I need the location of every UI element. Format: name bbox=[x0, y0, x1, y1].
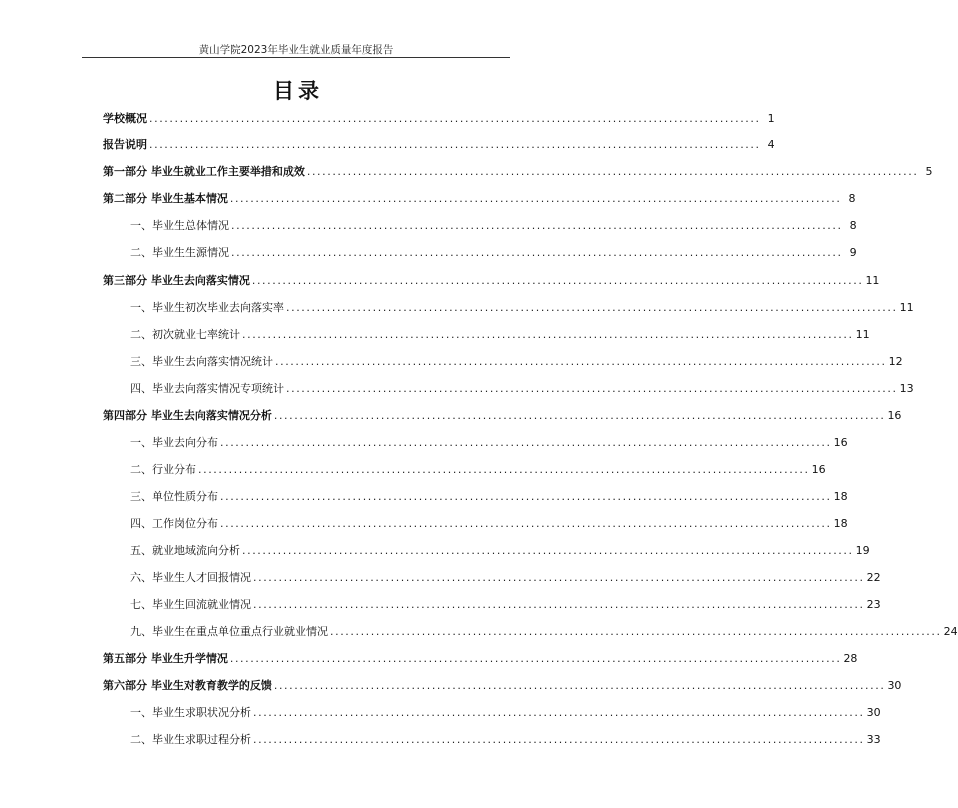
toc-entry[interactable] bbox=[103, 136, 775, 154]
toc-page-number: 12 bbox=[888, 355, 903, 368]
toc-page-number: 19 bbox=[855, 544, 870, 557]
toc-entry-label: 三、毕业生去向落实情况统计 bbox=[130, 355, 273, 368]
toc-entry-label: 二、毕业生生源情况 bbox=[130, 246, 229, 259]
toc-dot-leader: ........................................................................................................................ bbox=[275, 355, 887, 368]
toc-page-number: 1 bbox=[767, 112, 775, 125]
toc-page-number: 16 bbox=[833, 436, 848, 449]
toc-dot-leader: ........................................................................................................................ bbox=[253, 598, 865, 611]
toc-entry[interactable] bbox=[130, 515, 848, 533]
toc-dot-leader: ........................................................................................................................ bbox=[231, 219, 843, 232]
toc-dot-leader: ........................................................................................................................ bbox=[198, 463, 810, 476]
toc-page-number: 23 bbox=[866, 598, 881, 611]
toc-entry-label: 四、工作岗位分布 bbox=[130, 517, 218, 530]
toc-entry[interactable] bbox=[130, 434, 848, 452]
page-title: 目录 bbox=[273, 79, 323, 103]
toc-entry[interactable] bbox=[130, 461, 826, 479]
toc-entry[interactable] bbox=[103, 190, 856, 208]
toc-entry-label: 二、行业分布 bbox=[130, 463, 196, 476]
toc-entry-label: 第四部分 毕业生去向落实情况分析 bbox=[103, 409, 272, 422]
toc-page-number: 18 bbox=[833, 490, 848, 503]
toc-entry[interactable] bbox=[103, 407, 902, 425]
toc-entry-label: 第一部分 毕业生就业工作主要举措和成效 bbox=[103, 165, 305, 178]
toc-dot-leader: ........................................................................................................................ bbox=[220, 436, 832, 449]
toc-page-number: 4 bbox=[767, 138, 775, 151]
toc-page-number: 11 bbox=[899, 301, 914, 314]
toc-dot-leader: ........................................................................................................................ bbox=[242, 328, 854, 341]
toc-entry[interactable] bbox=[130, 488, 848, 506]
toc-page-number: 28 bbox=[843, 652, 858, 665]
toc-page-number: 22 bbox=[866, 571, 881, 584]
toc-dot-leader: ........................................................................................................................ bbox=[273, 409, 886, 422]
toc-entry[interactable] bbox=[130, 704, 881, 722]
toc-entry-label: 三、单位性质分布 bbox=[130, 490, 218, 503]
toc-dot-leader: ........................................................................................................................ bbox=[149, 112, 761, 125]
toc-entry-label: 一、毕业生求职状况分析 bbox=[130, 706, 251, 719]
toc-page-number: 5 bbox=[925, 165, 933, 178]
toc-entry-label: 第六部分 毕业生对教育教学的反馈 bbox=[103, 679, 272, 692]
toc-page-number: 33 bbox=[866, 733, 881, 746]
toc-dot-leader: ........................................................................................................................ bbox=[286, 301, 898, 314]
toc-dot-leader: ........................................................................................................................ bbox=[251, 274, 864, 287]
toc-entry-label: 二、初次就业七率统计 bbox=[130, 328, 240, 341]
toc-entry[interactable] bbox=[103, 677, 902, 695]
toc-page-number: 24 bbox=[943, 625, 958, 638]
toc-entry-label: 二、毕业生求职过程分析 bbox=[130, 733, 251, 746]
toc-entry[interactable] bbox=[130, 217, 857, 235]
toc-page-number: 16 bbox=[811, 463, 826, 476]
toc-dot-leader: ........................................................................................................................ bbox=[242, 544, 854, 557]
toc-entry[interactable] bbox=[130, 623, 958, 641]
toc-dot-leader: ........................................................................................................................ bbox=[286, 382, 898, 395]
toc-entry-label: 第二部分 毕业生基本情况 bbox=[103, 192, 228, 205]
toc-entry[interactable] bbox=[103, 272, 880, 290]
toc-page-number: 8 bbox=[849, 219, 857, 232]
toc-entry-label: 九、毕业生在重点单位重点行业就业情况 bbox=[130, 625, 328, 638]
toc-dot-leader: ........................................................................................................................ bbox=[229, 192, 842, 205]
toc-dot-leader: ........................................................................................................................ bbox=[149, 138, 761, 151]
header-rule bbox=[82, 57, 510, 58]
toc-page-number: 30 bbox=[887, 679, 902, 692]
toc-entry[interactable] bbox=[130, 353, 903, 371]
toc-dot-leader: ........................................................................................................................ bbox=[253, 733, 865, 746]
toc-page-number: 8 bbox=[848, 192, 856, 205]
toc-entry-label: 第三部分 毕业生去向落实情况 bbox=[103, 274, 250, 287]
toc-entry[interactable] bbox=[130, 244, 857, 262]
toc-page-number: 13 bbox=[899, 382, 914, 395]
toc-dot-leader: ........................................................................................................................ bbox=[231, 246, 843, 259]
toc-entry[interactable] bbox=[130, 569, 881, 587]
toc-page-number: 11 bbox=[865, 274, 880, 287]
toc-entry-label: 报告说明 bbox=[103, 138, 147, 151]
toc-page-number: 18 bbox=[833, 517, 848, 530]
toc-dot-leader: ........................................................................................................................ bbox=[220, 517, 832, 530]
toc-entry[interactable] bbox=[130, 596, 881, 614]
toc-entry-label: 五、就业地域流向分析 bbox=[130, 544, 240, 557]
toc-page-number: 11 bbox=[855, 328, 870, 341]
toc-dot-leader: ........................................................................................................................ bbox=[330, 625, 942, 638]
toc-dot-leader: ........................................................................................................................ bbox=[229, 652, 842, 665]
toc-dot-leader: ........................................................................................................................ bbox=[273, 679, 886, 692]
toc-entry-label: 第五部分 毕业生升学情况 bbox=[103, 652, 228, 665]
toc-entry[interactable] bbox=[103, 650, 858, 668]
toc-entry-label: 一、毕业去向分布 bbox=[130, 436, 218, 449]
toc-dot-leader: ........................................................................................................................ bbox=[253, 706, 865, 719]
toc-dot-leader: ........................................................................................................................ bbox=[220, 490, 832, 503]
toc-entry-label: 学校概况 bbox=[103, 112, 147, 125]
toc-page-number: 30 bbox=[866, 706, 881, 719]
toc-entry[interactable] bbox=[130, 299, 914, 317]
toc-entry-label: 七、毕业生回流就业情况 bbox=[130, 598, 251, 611]
toc-page-number: 9 bbox=[849, 246, 857, 259]
toc-entry-label: 一、毕业生总体情况 bbox=[130, 219, 229, 232]
toc-dot-leader: ........................................................................................................................ bbox=[253, 571, 865, 584]
toc-entry[interactable] bbox=[130, 731, 881, 749]
toc-page-number: 16 bbox=[887, 409, 902, 422]
toc-entry-label: 一、毕业生初次毕业去向落实率 bbox=[130, 301, 284, 314]
toc-entry[interactable] bbox=[103, 110, 775, 128]
toc-entry[interactable] bbox=[130, 542, 870, 560]
running-header: 黄山学院2023年毕业生就业质量年度报告 bbox=[198, 44, 394, 56]
toc-entry[interactable] bbox=[130, 326, 870, 344]
toc-dot-leader: ........................................................................................................................ bbox=[306, 165, 919, 178]
toc-entry[interactable] bbox=[103, 163, 933, 181]
toc-entry-label: 六、毕业生人才回报情况 bbox=[130, 571, 251, 584]
toc-entry[interactable] bbox=[130, 380, 914, 398]
toc-entry-label: 四、毕业去向落实情况专项统计 bbox=[130, 382, 284, 395]
